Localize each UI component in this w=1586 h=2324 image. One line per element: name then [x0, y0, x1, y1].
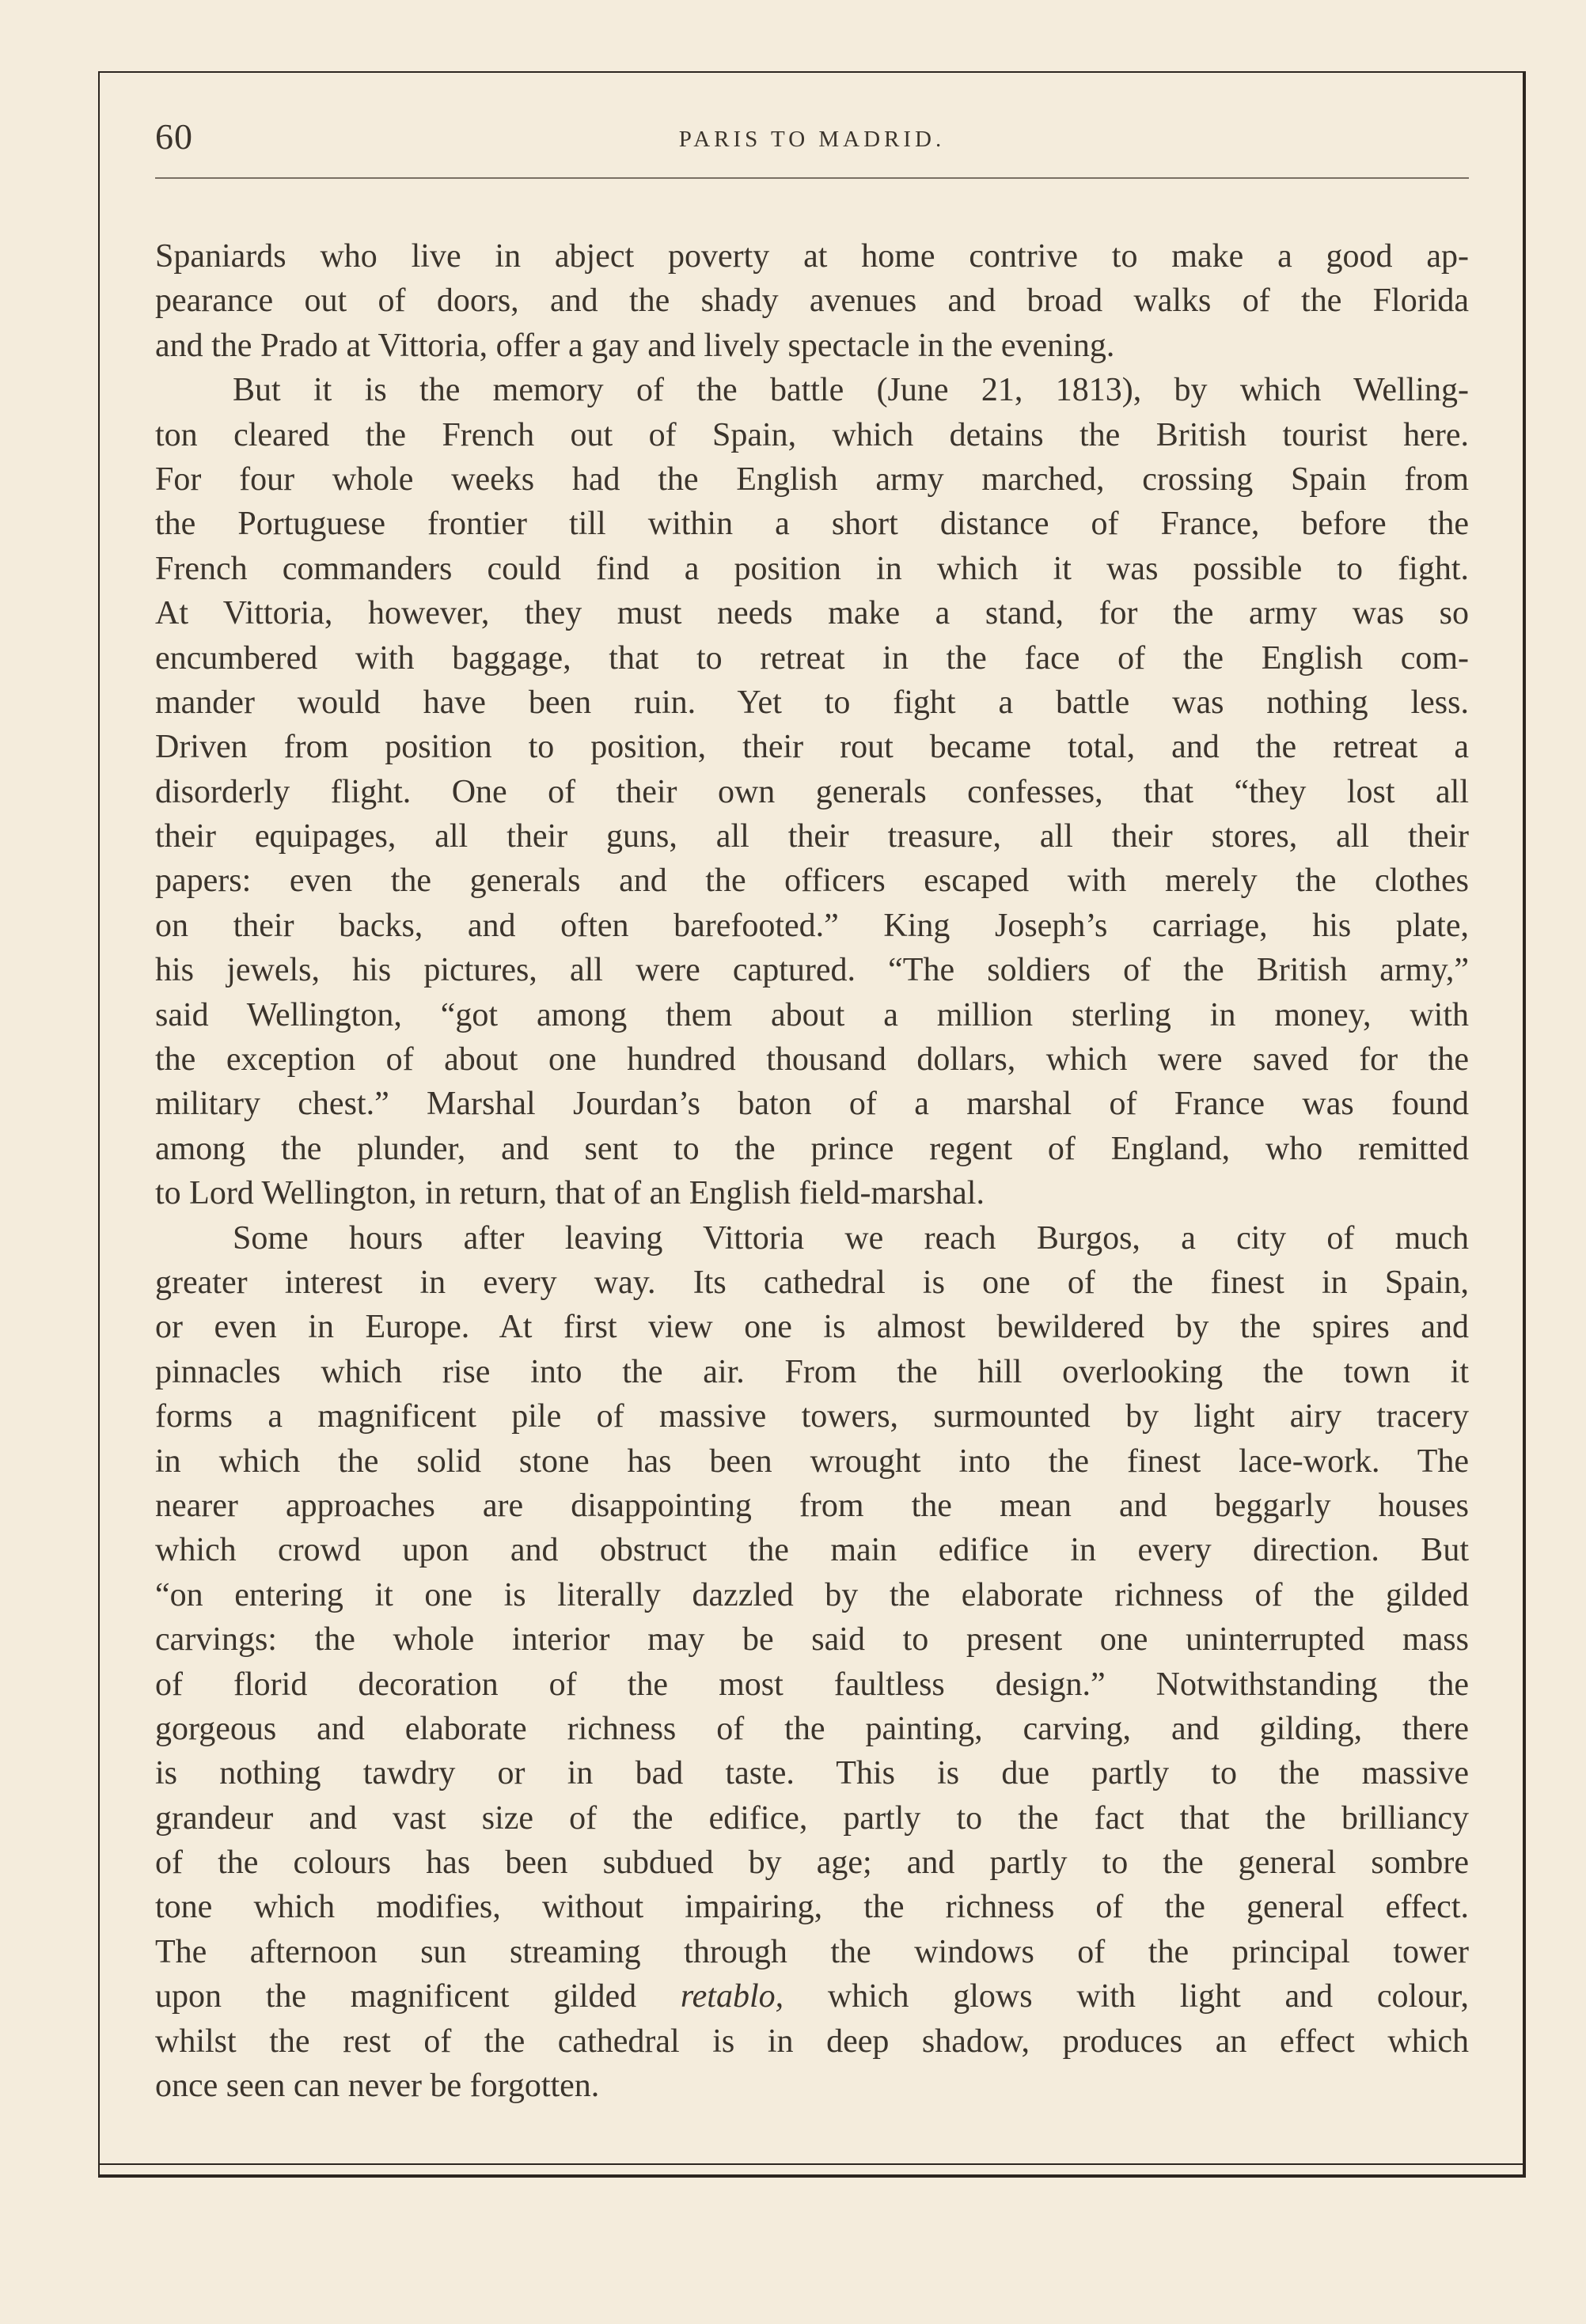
text-line: At Vittoria, however, they must needs make a stand, for the army was so: [155, 595, 1469, 632]
text-line: For four whole weeks had the English army marched, crossing Spain from: [155, 461, 1469, 498]
text-line: mander would have been ruin. Yet to fight a battle was nothing less.: [155, 684, 1469, 721]
text-line: his jewels, his pictures, all were captured. “The soldiers of the British army,”: [155, 952, 1469, 989]
bottom-rule: [98, 2163, 1526, 2165]
text-line: in which the solid stone has been wrought into the finest lace-work. The: [155, 1443, 1469, 1480]
body-text: [155, 234, 1469, 2108]
text-line: [155, 1974, 1469, 2019]
text-line: Spaniards who live in abject poverty at home contrive to make a good ap-: [155, 238, 1469, 275]
text-line: greater interest in every way. Its cathedral is one of the finest in Spain,: [155, 1264, 1469, 1301]
text-line: forms a magnificent pile of massive towers, surmounted by light airy tracery: [155, 1398, 1469, 1435]
running-head: [155, 116, 1469, 163]
italic-word: retablo,: [680, 1978, 784, 2015]
text-line: pinnacles which rise into the air. From the hill overlooking the town it: [155, 1353, 1469, 1390]
text-line: of florid decoration of the most faultless design.” Notwithstanding the: [155, 1666, 1469, 1703]
text-line: on their backs, and often barefooted.” King Joseph’s carriage, his plate,: [155, 907, 1469, 944]
text-line: encumbered with baggage, that to retreat in the face of the English com-: [155, 639, 1469, 677]
page-number: 60: [155, 116, 193, 157]
text-line: the exception of about one hundred thousand dollars, which were saved for the: [155, 1041, 1469, 1079]
header-rule: [155, 177, 1469, 179]
text-line: the Portuguese frontier till within a short distance of France, before the: [155, 506, 1469, 543]
text-line: among the plunder, and sent to the prince regent of England, who remitted: [155, 1130, 1469, 1167]
text-line: said Wellington, “got among them about a million sterling in money, with: [155, 996, 1469, 1033]
text-line: grandeur and vast size of the edifice, partly to the fact that the brilliancy: [155, 1799, 1469, 1837]
text-line: papers: even the generals and the officers escaped with merely the clothes: [155, 862, 1469, 900]
text-line: which crowd upon and obstruct the main edifice in every direction. But: [155, 1532, 1469, 1569]
text-line: “on entering it one is literally dazzled by the elaborate richness of the gilded: [155, 1576, 1469, 1613]
text-line: and the Prado at Vittoria, offer a gay and lively spectacle in the evening.: [155, 327, 1115, 364]
text-line: nearer approaches are disappointing from the mean and beggarly houses: [155, 1487, 1469, 1524]
text-line: military chest.” Marshal Jourdan’s baton of a marshal of France was found: [155, 1086, 1469, 1123]
text-line: disorderly flight. One of their own generals confesses, that “they lost all: [155, 773, 1469, 810]
text-line: is nothing tawdry or in bad taste. This is due partly to the massive: [155, 1755, 1469, 1792]
text-line: ton cleared the French out of Spain, which detains the British tourist here.: [155, 416, 1469, 453]
text-line: carvings: the whole interior may be said to present one uninterrupted mass: [155, 1621, 1469, 1659]
text-line: pearance out of doors, and the shady avenues and broad walks of the Florida: [155, 282, 1469, 320]
text-fragment: upon the magnificent gilded: [155, 1978, 637, 2015]
text-line: to Lord Wellington, in return, that of an English field-marshal.: [155, 1175, 985, 1212]
text-line: once seen can never be forgotten.: [155, 2068, 600, 2105]
text-fragment: which glows with light and colour,: [827, 1978, 1470, 2015]
text-line: Some hours after leaving Vittoria we reach Burgos, a city of much: [233, 1219, 1469, 1257]
text-line: of the colours has been subdued by age; and partly to the general sombre: [155, 1844, 1469, 1882]
text-line: their equipages, all their guns, all their treasure, all their stores, all their: [155, 818, 1469, 855]
text-line: tone which modifies, without impairing, the richness of the general effect.: [155, 1889, 1469, 1926]
text-line: But it is the memory of the battle (June 21, 1813), by which Welling-: [233, 372, 1469, 409]
text-line: gorgeous and elaborate richness of the painting, carving, and gilding, there: [155, 1710, 1469, 1747]
text-line: Driven from position to position, their rout became total, and the retreat a: [155, 729, 1469, 766]
text-line: whilst the rest of the cathedral is in deep shadow, produces an effect which: [155, 2023, 1469, 2060]
text-line: French commanders could find a position in which it was possible to fight.: [155, 550, 1469, 587]
text-line: or even in Europe. At first view one is almost bewildered by the spires and: [155, 1309, 1469, 1346]
running-title: PARIS TO MADRID.: [678, 127, 946, 152]
text-line: The afternoon sun streaming through the windows of the principal tower: [155, 1933, 1469, 1970]
